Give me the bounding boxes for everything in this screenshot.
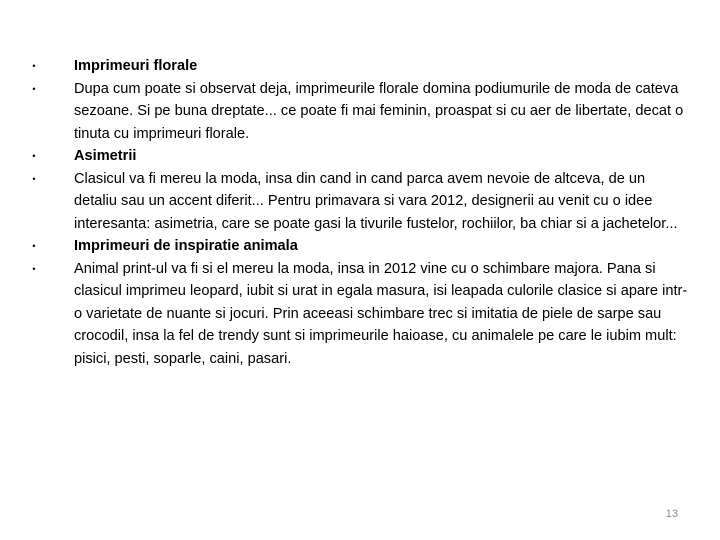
paragraph-text: Clasicul va fi mereu la moda, insa din cand in cand parca avem nevoie de altceva, de un detaliu sau un accent diferit... Pentru primavara si vara 2012, designerii au venit cu o idee interesanta: asimetria, care se poate gasi la tivurile fustelor, rochiilor, ba chiar si a jachetelor... xyxy=(74,170,678,232)
section-heading: Imprimeuri florale xyxy=(74,58,198,74)
bullet-icon: • xyxy=(32,61,36,71)
bullet-item xyxy=(28,258,688,371)
bullet-item xyxy=(28,168,688,236)
bullet-icon: • xyxy=(32,241,36,251)
bullet-item xyxy=(28,235,688,258)
bullet-list xyxy=(28,55,688,370)
bullet-icon: • xyxy=(32,151,36,161)
bullet-icon: • xyxy=(32,83,36,94)
paragraph-text: Animal print-ul va fi si el mereu la moda, insa in 2012 vine cu o schimbare majora. Pana si clasicul imprimeu leopard, iubit si urat in egala masura, isi leapada culorile clasice si apare intr-o varietate de nuante si jocuri. Prin aceeasi schimbare trec si imitatia de piele de sarpe sau crocodil, insa la fel de trendy sunt si imprimeurile haioase, cu animalele pe care le iubim mult: pisici, pesti, soparle, caini, pasari. xyxy=(74,260,688,367)
section-heading: Imprimeuri de inspiratie animala xyxy=(74,238,298,254)
section-heading: Asimetrii xyxy=(74,148,137,164)
bullet-item xyxy=(28,55,688,78)
bullet-item xyxy=(28,145,688,168)
bullet-icon: • xyxy=(32,263,36,274)
bullet-item xyxy=(28,78,688,146)
bullet-icon: • xyxy=(32,173,36,184)
page-number: 13 xyxy=(665,508,678,520)
paragraph-text: Dupa cum poate si observat deja, imprimeurile florale domina podiumurile de moda de cateva sezoane. Si pe buna dreptate... ce poate fi mai feminin, proaspat si cu aer de libertate, decat o tinuta cu imprimeuri florale. xyxy=(74,80,684,142)
